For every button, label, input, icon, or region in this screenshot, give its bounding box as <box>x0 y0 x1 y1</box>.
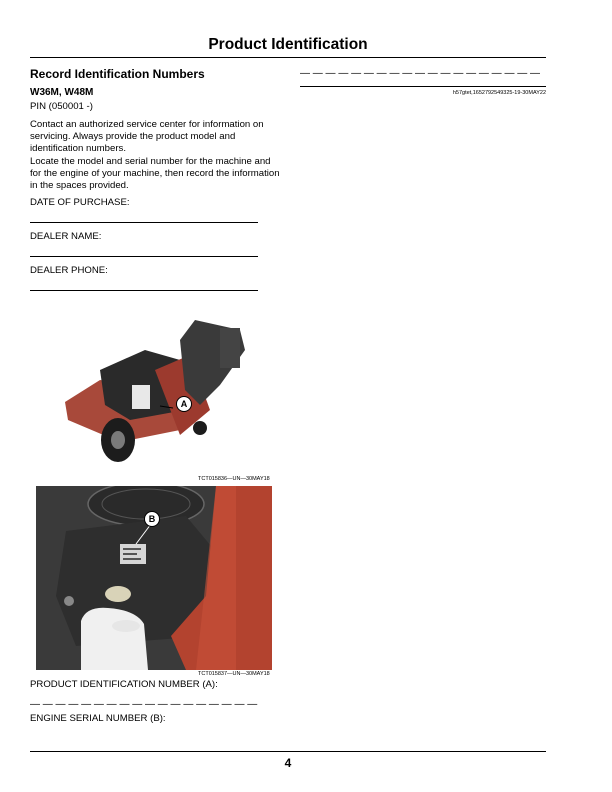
oil-cap <box>105 586 131 602</box>
page-number: 4 <box>284 756 292 770</box>
document-reference: h57gtet,1652792549325-19-30MAY22 <box>452 90 546 96</box>
product-id-label: PRODUCT IDENTIFICATION NUMBER (A): <box>30 679 218 690</box>
dealer-name-label: DEALER NAME: <box>30 231 102 242</box>
image2-caption: TCT015837—UN—30MAY18 <box>198 671 270 677</box>
caster-wheel <box>193 421 207 435</box>
control-box <box>220 328 240 368</box>
engine-photo <box>36 486 272 670</box>
title-rule <box>30 57 546 58</box>
image1-caption: TCT015836—UN—30MAY18 <box>198 476 270 482</box>
product-id-dash-line: — — — — — — — — — — — — — — — — — — <box>30 699 258 710</box>
pin-range: PIN (050001 -) <box>30 101 93 112</box>
right-rule <box>300 86 546 87</box>
fuel-tank <box>132 385 150 409</box>
mower-photo <box>60 310 280 470</box>
engine-serial-label-text: ENGINE SERIAL NUMBER (B): <box>30 713 166 724</box>
date-of-purchase-label: DATE OF PURCHASE: <box>30 197 130 208</box>
wheel-hub <box>111 431 125 449</box>
dealer-name-line <box>30 256 258 257</box>
callout-a: A <box>176 396 192 412</box>
page-title: Product Identification <box>208 36 368 53</box>
bottle-cap <box>112 620 140 632</box>
footer-rule <box>30 751 546 752</box>
reservoir-bottle <box>81 608 148 670</box>
intro-paragraph: Contact an authorized service center for information on servicing. Always provide the product model and identification numbers. <box>30 119 264 154</box>
callout-b: B <box>144 511 160 527</box>
locate-paragraph: Locate the model and serial number for the machine and for the engine of your machine, then record the information in the spaces provided. <box>30 156 280 191</box>
dealer-phone-label: DEALER PHONE: <box>30 265 108 276</box>
mower-illustration <box>60 310 280 470</box>
fitting <box>64 596 74 606</box>
right-dash-line: — — — — — — — — — — — — — — — — — — — <box>300 68 541 79</box>
model-numbers: W36M, W48M <box>30 87 94 98</box>
date-of-purchase-line <box>30 222 258 223</box>
dealer-phone-line <box>30 290 258 291</box>
section-heading: Record Identification Numbers <box>30 67 205 81</box>
